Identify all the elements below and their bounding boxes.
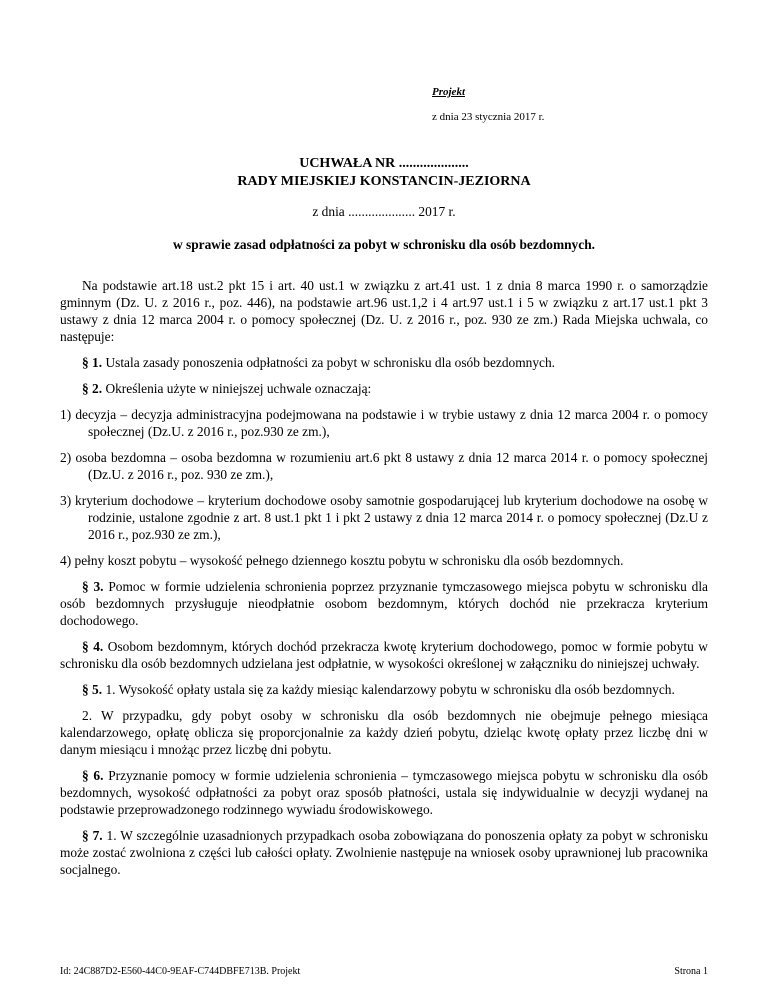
- resolution-subject: w sprawie zasad odpłatności za pobyt w schronisku dla osób bezdomnych.: [172, 237, 595, 252]
- section-5: [60, 681, 708, 698]
- document-body: [60, 277, 708, 887]
- section-4: [60, 638, 708, 672]
- header-date: z dnia 23 stycznia 2017 r.: [432, 111, 545, 123]
- definition-4: 4) pełny koszt pobytu – wysokość pełnego dziennego kosztu pobytu w schronisku dla osób bezdomnych.: [60, 553, 624, 568]
- section-6-label: § 6.: [82, 768, 104, 783]
- document-id-footer: Id: 24C887D2-E560-44C0-9EAF-C744DBFE713B. Projekt: [60, 966, 301, 977]
- section-1-text: Ustala zasady ponoszenia odpłatności za pobyt w schronisku dla osób bezdomnych.: [102, 355, 556, 370]
- resolution-date: z dnia .................... 2017 r.: [312, 204, 456, 219]
- section-1: [60, 354, 708, 371]
- section-6-text: Przyznanie pomocy w formie udzielenia schronienia – tymczasowego miejsca pobytu w schronisku dla osób bezdomnych, wysokość odpłatności za pobyt oraz sposób płatności, ustala się indywidualnie w decyzji wydanej na podstawie przeprowadzonego rodzinnego wywiadu środowiskowego.: [60, 768, 709, 817]
- section-2-label: § 2.: [82, 381, 103, 396]
- definition-2: 2) osoba bezdomna – osoba bezdomna w rozumieniu art.6 pkt 8 ustawy z dnia 12 marca 2014 r. o pomocy społecznej (Dz.U. z 2016 r., poz. 930 ze zm.),: [60, 450, 708, 482]
- section-6: [60, 767, 708, 818]
- section-4-text: Osobom bezdomnym, których dochód przekracza kwotę kryterium dochodowego, pomoc w formie pobytu w schronisku dla osób bezdomnych udzielana jest odpłatnie, w wysokości określonej w załączniku do niniejszej uchwały.: [60, 639, 708, 671]
- section-5-point-2: 2. W przypadku, gdy pobyt osoby w schronisku dla osób bezdomnych nie obejmuje pełnego miesiąca kalendarzowego, opłatę oblicza się proporcjonalnie za każdy dzień pobytu, dzieląc kwotę opłaty przez liczbę dni w danym miesiącu i mnożąc przez liczbę dni pobytu.: [60, 708, 708, 757]
- definition-3: 3) kryterium dochodowe – kryterium dochodowe osoby samotnie gospodarującej lub kryterium dochodowe na osobę w rodzinie, ustalone zgodnie z art. 8 ust.1 pkt 1 i pkt 2 ustawy z dnia 12 marca 2014 r. o pomocy społecznej (Dz.U z 2016 r., poz.930 ze zm.),: [60, 493, 708, 542]
- page-number: Strona 1: [674, 966, 708, 977]
- document-title-line1: UCHWAŁA NR ....................: [299, 156, 469, 171]
- section-3: [60, 578, 708, 629]
- projekt-label: Projekt: [432, 86, 465, 98]
- section-7-label: § 7.: [82, 828, 103, 843]
- section-5-text: 1. Wysokość opłaty ustala się za każdy miesiąc kalendarzowy pobytu w schronisku dla osób bezdomnych.: [102, 682, 675, 697]
- section-2-text: Określenia użyte w niniejszej uchwale oznaczają:: [102, 381, 372, 396]
- intro-paragraph: Na podstawie art.18 ust.2 pkt 15 i art. 40 ust.1 w związku z art.41 ust. 1 z dnia 8 marca 1990 r. o samorządzie gminnym (Dz. U. z 2016 r., poz. 446), na podstawie art.96 ust.1,2 i 4 art.97 ust.1 i 5 w związku z art.17 ust.1 pkt 3 ustawy z dnia 12 marca 2004 r. o pomocy społecznej (Dz. U. z 2016 r., poz. 930 ze zm.) Rada Miejska uchwala, co następuje:: [60, 278, 708, 344]
- section-3-label: § 3.: [82, 579, 104, 594]
- section-3-text: Pomoc w formie udzielenia schronienia poprzez przyznanie tymczasowego miejsca pobytu w schronisku dla osób bezdomnych przysługuje nieodpłatnie osobom bezdomnym, których dochód nie przekracza kryterium dochodowego.: [60, 579, 709, 628]
- section-7-text: 1. W szczególnie uzasadnionych przypadkach osoba zobowiązana do ponoszenia opłaty za pobyt w schronisku może zostać zwolniona z części lub całości opłaty. Zwolnienie następuje na wniosek osoby uprawnionej lub pracownika socjalnego.: [60, 828, 708, 877]
- document-title-line2: RADY MIEJSKIEJ KONSTANCIN-JEZIORNA: [237, 174, 531, 189]
- section-4-label: § 4.: [82, 639, 104, 654]
- section-2: [60, 380, 708, 397]
- section-7: [60, 827, 708, 878]
- section-1-label: § 1.: [82, 355, 103, 370]
- section-5-label: § 5.: [82, 682, 103, 697]
- definition-1: 1) decyzja – decyzja administracyjna podejmowana na podstawie i w trybie ustawy z dnia 12 marca 2004 r. o pomocy społecznej (Dz.U. z 2016 r., poz.930 ze zm.),: [60, 407, 708, 439]
